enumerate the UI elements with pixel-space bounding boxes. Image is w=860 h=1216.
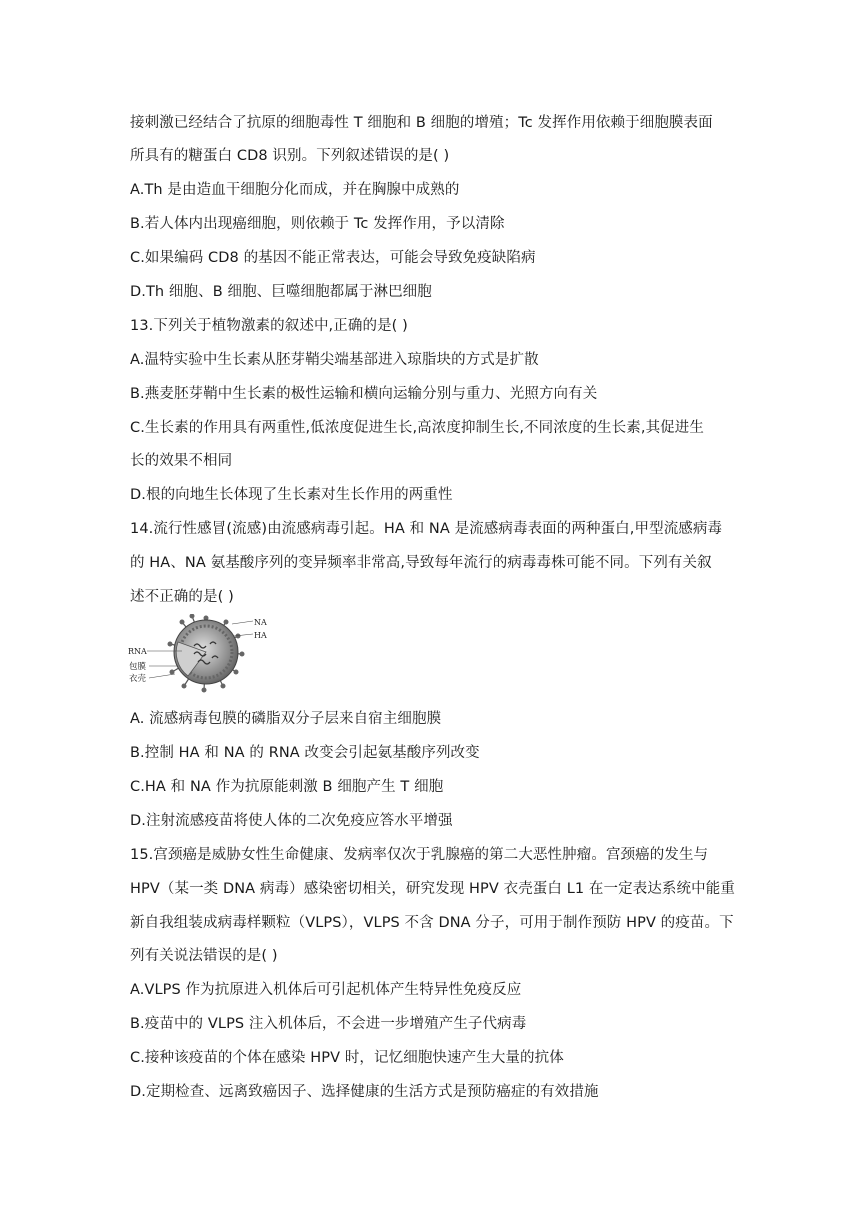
option-d: D.根的向地生长体现了生长素对生长作用的两重性: [130, 487, 453, 503]
text-line: 新自我组装成病毒样颗粒（VLPS），VLPS 不含 DNA 分子，可用于制作预防 HPV 的疫苗。下: [130, 915, 734, 931]
question-14: 14.流行性感冒(流感)由流感病毒引起。HA 和 NA 是流感病毒表面的两种蛋白,甲型流感病毒: [130, 521, 723, 537]
text-line: 列有关说法错误的是( ): [130, 948, 278, 964]
option-c: C.接种该疫苗的个体在感染 HPV 时，记忆细胞快速产生大量的抗体: [130, 1050, 564, 1066]
text-line: 接刺激已经结合了抗原的细胞毒性 T 细胞和 B 细胞的增殖；Tc 发挥作用依赖于细胞膜表面: [130, 115, 713, 131]
option-a: A. 流感病毒包膜的磷脂双分子层来自宿主细胞膜: [130, 711, 442, 727]
text-line: 长的效果不相同: [130, 453, 233, 469]
option-d: D.定期检查、远离致癌因子、选择健康的生活方式是预防癌症的有效措施: [130, 1084, 599, 1100]
influenza-virus-figure: [128, 614, 278, 694]
label-na: NA: [254, 618, 267, 627]
question-15: 15.宫颈癌是威胁女性生命健康、发病率仅次于乳腺癌的第二大恶性肿瘤。宫颈癌的发生与: [130, 847, 709, 863]
label-rna: RNA: [128, 647, 147, 656]
text-line: HPV（某一类 DNA 病毒）感染密切相关，研究发现 HPV 衣壳蛋白 L1 在一定表达系统中能重: [130, 881, 735, 897]
label-ha: HA: [254, 631, 267, 640]
label-envelope: 包膜: [129, 662, 147, 672]
option-b: B.燕麦胚芽鞘中生长素的极性运输和横向运输分别与重力、光照方向有关: [130, 386, 598, 402]
option-c: C.如果编码 CD8 的基因不能正常表达，可能会导致免疫缺陷病: [130, 250, 536, 266]
text-line: 的 HA、NA 氨基酸序列的变异频率非常高,导致每年流行的病毒毒株可能不同。下列有关叙: [130, 555, 712, 571]
option-d: D.Th 细胞、B 细胞、巨噬细胞都属于淋巴细胞: [130, 284, 432, 300]
option-b: B.疫苗中的 VLPS 注入机体后，不会进一步增殖产生子代病毒: [130, 1016, 527, 1032]
question-13: 13.下列关于植物激素的叙述中,正确的是( ): [130, 318, 408, 334]
option-b: B.若人体内出现癌细胞，则依赖于 Tc 发挥作用，予以清除: [130, 216, 505, 232]
option-c: C.生长素的作用具有两重性,低浓度促进生长,高浓度抑制生长,不同浓度的生长素,其促进生: [130, 420, 704, 436]
label-capsid: 衣壳: [129, 674, 147, 684]
option-c: C.HA 和 NA 作为抗原能刺激 B 细胞产生 T 细胞: [130, 779, 444, 795]
option-b: B.控制 HA 和 NA 的 RNA 改变会引起氨基酸序列改变: [130, 745, 480, 761]
text-line: 所具有的糖蛋白 CD8 识别。下列叙述错误的是( ): [130, 148, 450, 164]
option-a: A.Th 是由造血干细胞分化而成，并在胸腺中成熟的: [130, 182, 460, 198]
option-d: D.注射流感疫苗将使人体的二次免疫应答水平增强: [130, 813, 453, 829]
option-a: A.VLPS 作为抗原进入机体后可引起机体产生特异性免疫反应: [130, 982, 522, 998]
text-line: 述不正确的是( ): [130, 589, 234, 605]
option-a: A.温特实验中生长素从胚芽鞘尖端基部进入琼脂块的方式是扩散: [130, 352, 539, 368]
